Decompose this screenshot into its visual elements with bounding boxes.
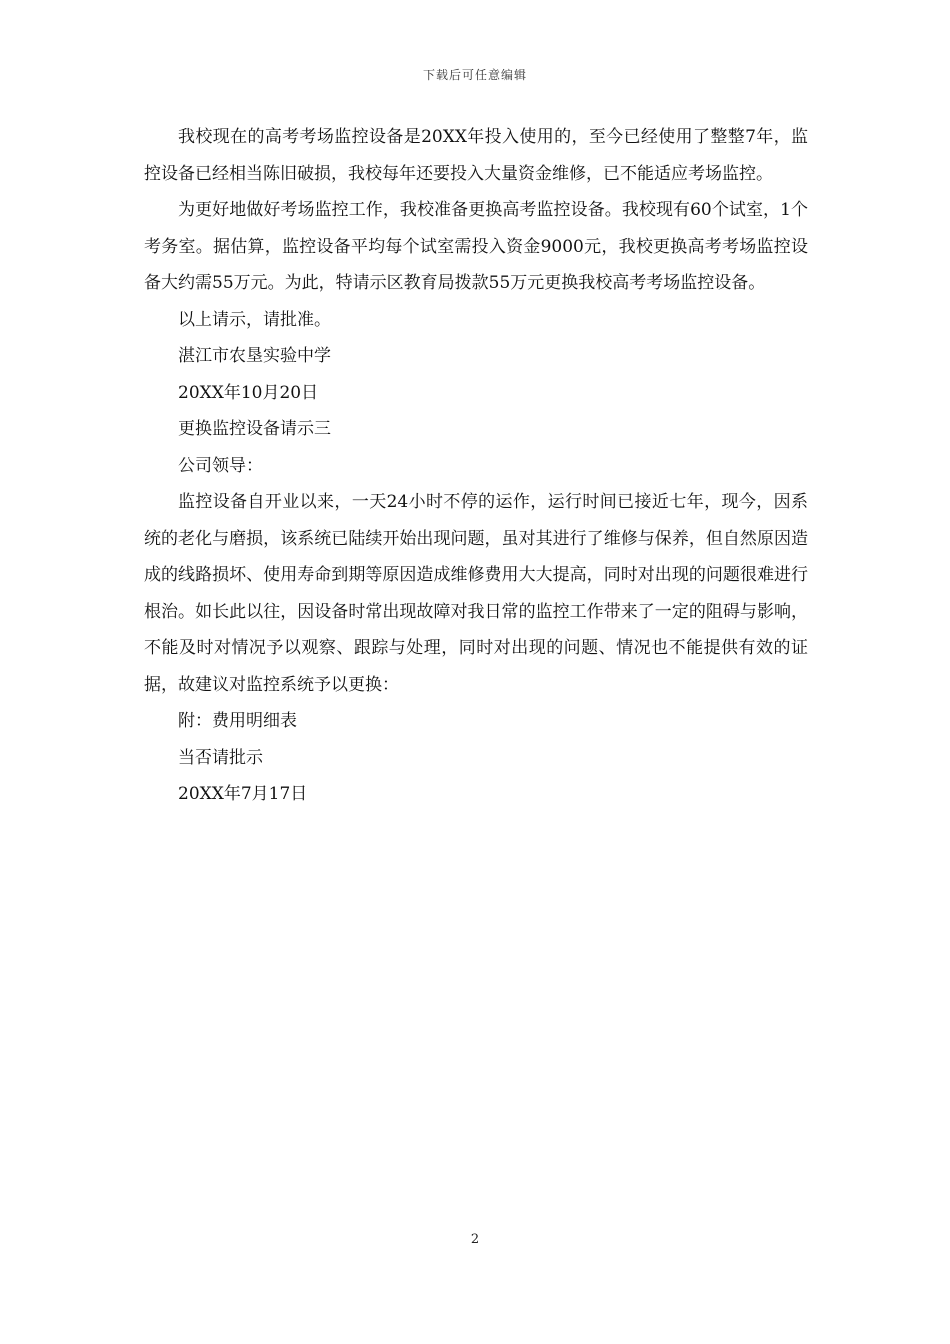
closing-request: 当否请批示 xyxy=(178,747,263,768)
salutation: 公司领导： xyxy=(178,455,263,476)
attachment-note: 附：费用明细表 xyxy=(178,711,297,731)
paragraph-approval-request: 以上请示，请批准。 xyxy=(178,309,331,330)
document-body xyxy=(144,119,808,813)
page-number: 2 xyxy=(470,1232,480,1247)
paragraph-equipment-history: 我校现在的高考考场监控设备是20XX年投入使用的，至今已经使用了整整7年，监控设备已经相当陈旧破损，我校每年还要投入大量资金维修，已不能适应考场监控。 xyxy=(144,127,808,184)
section-title-request-three: 更换监控设备请示三 xyxy=(178,419,331,439)
header-note: 下载后可任意编辑 xyxy=(422,68,527,82)
signature-school-name: 湛江市农垦实验中学 xyxy=(178,346,331,366)
signature-date-2: 20XX年7月17日 xyxy=(178,784,308,804)
signature-date-1: 20XX年10月20日 xyxy=(178,382,319,403)
paragraph-system-condition: 监控设备自开业以来，一天24小时不停的运作，运行时间已接近七年，现今，因系统的老化与磨损，该系统已陆续开始出现问题，虽对其进行了维修与保养，但自然原因造成的线路损坏、使用寿命到期等原因造成维修费用大大提高，同时对出现的问题很难进行根治。如长此以往，因设备时常出现故障对我日常的监控工作带来了一定的阻碍与影响，不能及时对情况予以观察、跟踪与处理，同时对出现的问题、情况也不能提供有效的证据，故建议对监控系统予以更换： xyxy=(144,492,808,695)
paragraph-replacement-plan: 为更好地做好考场监控工作，我校准备更换高考监控设备。我校现有60个试室，1个考务室。据估算，监控设备平均每个试室需投入资金9000元，我校更换高考考场监控设备大约需55万元。为此，特请示区教育局拨款55万元更换我校高考考场监控设备。 xyxy=(144,200,808,293)
